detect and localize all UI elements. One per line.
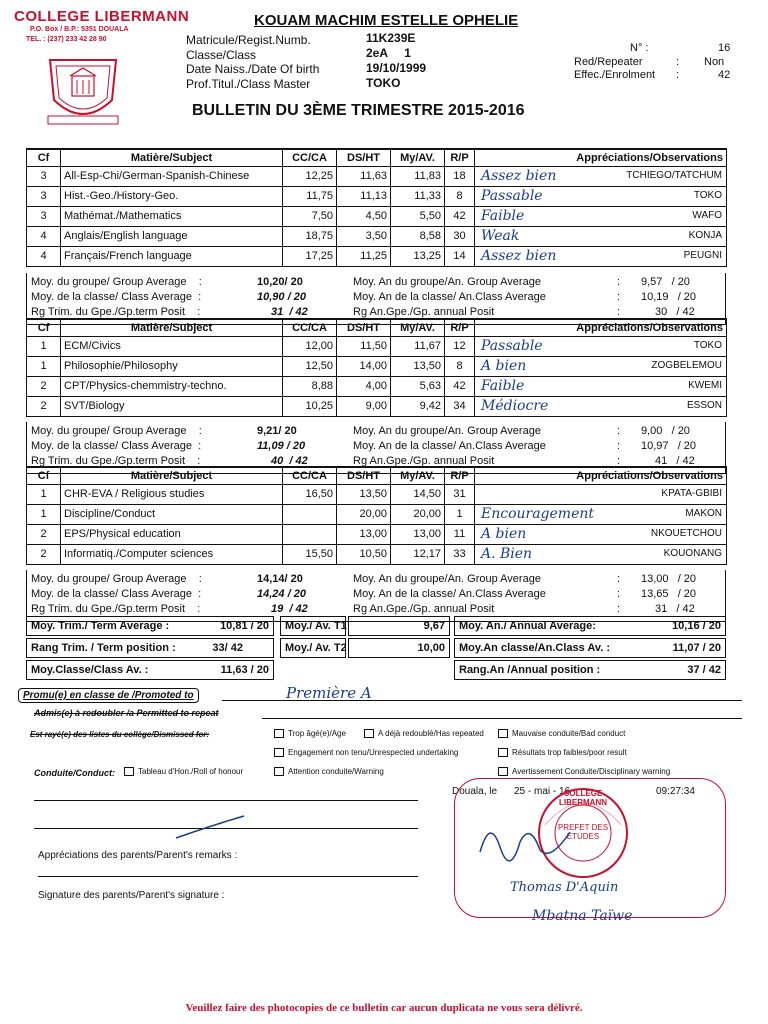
average-cell: 13,00 xyxy=(391,524,445,544)
school-name: COLLEGE LIBERMANN xyxy=(14,8,190,25)
observation-cell xyxy=(475,484,727,504)
observation-cell xyxy=(475,226,727,246)
observation-cell xyxy=(475,544,727,564)
class-master-label: Prof.Titul./Class Master xyxy=(186,77,311,91)
remarks-line xyxy=(38,876,418,877)
table-row xyxy=(27,396,727,416)
header-cell: Matière/Subject xyxy=(61,319,283,336)
opt-poor-result[interactable]: Résultats trop faibles/poor result xyxy=(498,748,627,757)
header-cell: My/AV. xyxy=(391,149,445,166)
header-cell: R/P xyxy=(445,319,475,336)
dismissed-label: Est rayé(e) des listes du collège/Dismissed for: xyxy=(30,730,210,739)
teacher-name: TCHIEGO/TATCHUM xyxy=(626,169,722,181)
annual-class-average: 10,19 / 20 xyxy=(641,291,697,303)
cc-cell: 12,50 xyxy=(283,356,337,376)
annual-class-average: 10,97 / 20 xyxy=(641,440,697,452)
coef-cell: 4 xyxy=(27,246,61,266)
class-average: 14,24 / 20 xyxy=(257,588,306,600)
repeat-label: Admis(e) à redoubler /a Permitted to repeat xyxy=(34,708,219,718)
annual-position-label: Rg An.Gpe./Gp. annual Posit xyxy=(353,603,495,615)
colon-separator: : xyxy=(617,291,621,303)
table-header xyxy=(27,319,727,336)
cc-cell: 16,50 xyxy=(283,484,337,504)
class-average: 11,63 / 20 xyxy=(220,664,269,676)
colon-separator: : xyxy=(617,440,621,452)
average-cell: 13,50 xyxy=(391,356,445,376)
rank-cell: 42 xyxy=(445,206,475,226)
grades-table-2 xyxy=(26,318,727,417)
annual-position: 30 / 42 xyxy=(655,306,695,318)
teacher-name: ZOGBELEMOU xyxy=(651,359,722,371)
term-position-box xyxy=(26,638,274,658)
coef-cell: 2 xyxy=(27,524,61,544)
handwritten-note: Encouragement xyxy=(481,505,595,522)
cc-cell: 18,75 xyxy=(283,226,337,246)
ds-cell: 11,63 xyxy=(337,166,391,186)
annual-position-label: Rang.An /Annual position : xyxy=(459,664,601,676)
term-average: 10,81 / 20 xyxy=(220,620,269,632)
grades-table-3 xyxy=(26,466,727,565)
ds-cell: 11,50 xyxy=(337,336,391,356)
coef-cell: 3 xyxy=(27,166,61,186)
coef-cell: 1 xyxy=(27,336,61,356)
school-phone: TEL. : (237) 233 42 28 90 xyxy=(26,36,107,43)
t2-average: 10,00 xyxy=(348,638,450,658)
subject-cell: Mathémat./Mathematics xyxy=(61,206,283,226)
average-cell: 8,58 xyxy=(391,226,445,246)
annual-class-average: 13,65 / 20 xyxy=(641,588,697,600)
ds-cell: 4,00 xyxy=(337,376,391,396)
group-average: 14,14/ 20 xyxy=(257,573,303,585)
annual-position: 31 / 42 xyxy=(655,603,695,615)
rank-cell: 8 xyxy=(445,356,475,376)
opt-warning[interactable]: Attention conduite/Warning xyxy=(274,767,384,776)
signer-name-2: Mbatna Taïwe xyxy=(532,908,633,924)
t1-average: 9,67 xyxy=(348,616,450,636)
group-average: 9,21/ 20 xyxy=(257,425,297,437)
colon-separator: : xyxy=(617,306,621,318)
coef-cell: 2 xyxy=(27,376,61,396)
subject-cell: Hist.-Geo./History-Geo. xyxy=(61,186,283,206)
header-cell: My/AV. xyxy=(391,319,445,336)
teacher-name: TOKO xyxy=(693,189,722,201)
table-row xyxy=(27,356,727,376)
class-average: 11,09 / 20 xyxy=(257,440,306,452)
colon-separator: : xyxy=(617,603,621,615)
rule-line-1 xyxy=(34,800,418,801)
promoted-label: Promu(e) en classe de /Promoted to xyxy=(18,688,199,703)
header-cell: CC/CA xyxy=(283,319,337,336)
t1-label: Moy./ Av. T1 xyxy=(280,616,346,636)
header-cell: Cf xyxy=(27,319,61,336)
group-average-label: Moy. du groupe/ Group Average : xyxy=(31,573,202,585)
final-results xyxy=(26,616,726,682)
ds-cell: 14,00 xyxy=(337,356,391,376)
promoted-value: Première A xyxy=(286,684,372,702)
class-average-label: Moy. de la classe/ Class Average : xyxy=(31,291,202,303)
header-cell: R/P xyxy=(445,149,475,166)
ds-cell: 11,13 xyxy=(337,186,391,206)
header-cell: DS/HT xyxy=(337,149,391,166)
coef-cell: 1 xyxy=(27,484,61,504)
observation-cell xyxy=(475,166,727,186)
rank-cell: 33 xyxy=(445,544,475,564)
opt-roll-of-honour[interactable]: Tableau d'Hon./Roll of honour xyxy=(124,767,243,776)
subject-cell: All-Esp-Chi/German-Spanish-Chinese xyxy=(61,166,283,186)
term-position: 40 / 42 xyxy=(271,455,308,467)
average-cell: 11,67 xyxy=(391,336,445,356)
teacher-name: ESSON xyxy=(686,399,722,411)
average-cell: 5,63 xyxy=(391,376,445,396)
subject-cell: CHR-EVA / Religious studies xyxy=(61,484,283,504)
ds-cell: 20,00 xyxy=(337,504,391,524)
rank-cell: 18 xyxy=(445,166,475,186)
opt-unrespected[interactable]: Engagement non tenu/Unrespected undertaking xyxy=(274,748,458,757)
repeater-colon: : xyxy=(676,56,680,68)
rank-cell: 12 xyxy=(445,336,475,356)
cc-cell: 11,75 xyxy=(283,186,337,206)
table-row xyxy=(27,246,727,266)
coef-cell: 3 xyxy=(27,186,61,206)
annual-class-average-box xyxy=(454,638,726,658)
teacher-name: KWEMI xyxy=(688,379,722,391)
subject-cell: ECM/Civics xyxy=(61,336,283,356)
observation-cell xyxy=(475,504,727,524)
table-header xyxy=(27,467,727,484)
teacher-name: KOUONANG xyxy=(663,547,722,559)
average-cell: 11,83 xyxy=(391,166,445,186)
stamp-school: COLLEGE LIBERMANN xyxy=(559,789,607,807)
enrolment-value: 42 xyxy=(718,69,731,81)
teacher-name: NKOUETCHOU xyxy=(650,527,722,539)
colon-separator: : xyxy=(617,425,621,437)
annual-class-average-label: Moy. An de la classe/ An.Class Average xyxy=(353,588,546,600)
handwritten-note: Passable xyxy=(481,187,543,204)
observation-cell xyxy=(475,336,727,356)
annual-position-box xyxy=(454,660,726,680)
annual-group-average: 9,57 / 20 xyxy=(641,276,690,288)
ds-cell: 10,50 xyxy=(337,544,391,564)
handwritten-note: A bien xyxy=(481,357,527,374)
class-average-label: Moy. de la classe/ Class Average : xyxy=(31,440,202,452)
coef-cell: 2 xyxy=(27,544,61,564)
header-cell: DS/HT xyxy=(337,319,391,336)
birth-date: 19/10/1999 xyxy=(366,61,427,75)
annual-position: 41 / 42 xyxy=(655,455,695,467)
header-cell: Appréciations/Observations xyxy=(475,467,727,484)
observation-cell xyxy=(475,206,727,226)
annual-class-average: 11,07 / 20 xyxy=(672,642,721,654)
table-row xyxy=(27,336,727,356)
coef-cell: 4 xyxy=(27,226,61,246)
subject-cell: Philosophie/Philosophy xyxy=(61,356,283,376)
cc-cell xyxy=(283,524,337,544)
header-cell: Matière/Subject xyxy=(61,467,283,484)
number-value: 16 xyxy=(718,42,731,54)
stamp-role: PREFET DES ETUDES xyxy=(557,823,609,841)
table-row xyxy=(27,524,727,544)
table-header xyxy=(27,149,727,166)
parents-signature-label: Signature des parents/Parent's signature : xyxy=(38,890,225,901)
teacher-name: MAKON xyxy=(685,507,722,519)
enrolment-label: Effec./Enrolment xyxy=(574,69,656,81)
opt-has-repeated[interactable]: A déjà redoublé/Has repeated xyxy=(364,729,484,738)
table-row xyxy=(27,484,727,504)
class-master: TOKO xyxy=(366,76,401,90)
class-average-box xyxy=(26,660,274,680)
header-cell: CC/CA xyxy=(283,467,337,484)
teacher-name: KPATA-GBIBI xyxy=(661,487,722,499)
colon-separator: : xyxy=(617,276,621,288)
annual-group-average-label: Moy. An du groupe/An. Group Average xyxy=(353,425,541,437)
annual-group-average: 13,00 / 20 xyxy=(641,573,697,585)
ds-cell: 9,00 xyxy=(337,396,391,416)
annual-average: 10,16 / 20 xyxy=(672,620,721,632)
group-average-label: Moy. du groupe/ Group Average : xyxy=(31,276,202,288)
signature-date: 25 - mai - 16 xyxy=(514,786,571,797)
observation-cell xyxy=(475,246,727,266)
cc-cell: 15,50 xyxy=(283,544,337,564)
term-position: 31 / 42 xyxy=(271,306,308,318)
rank-cell: 31 xyxy=(445,484,475,504)
annual-average-label: Moy. An./ Annual Average: xyxy=(459,620,596,632)
group-average: 10,20/ 20 xyxy=(257,276,303,288)
opt-bad-conduct[interactable]: Mauvaise conduite/Bad conduct xyxy=(498,729,625,738)
regist-number-label: Matricule/Regist.Numb. xyxy=(186,33,311,47)
signature-place: Douala, le xyxy=(452,786,498,797)
handwritten-note: Faible xyxy=(481,377,525,394)
observation-cell xyxy=(475,376,727,396)
term-average-label: Moy. Trim./ Term Average : xyxy=(31,620,170,632)
handwritten-note: Médiocre xyxy=(481,397,549,414)
header-cell: My/AV. xyxy=(391,467,445,484)
cc-cell xyxy=(283,504,337,524)
footer-note: Veuillez faire des photocopies de ce bulletin car aucun duplicata ne vous sera délivré. xyxy=(185,1002,583,1014)
annual-group-average-label: Moy. An du groupe/An. Group Average xyxy=(353,276,541,288)
bulletin-title: BULLETIN DU 3ÈME TRIMESTRE 2015-2016 xyxy=(192,102,525,119)
header-cell: Appréciations/Observations xyxy=(475,319,727,336)
annual-average-box xyxy=(454,616,726,636)
class-value: 2eA 1 xyxy=(366,46,411,60)
annual-position: 37 / 42 xyxy=(687,664,721,676)
teacher-name: PEUGNI xyxy=(683,249,722,261)
table-row xyxy=(27,504,727,524)
observation-cell xyxy=(475,396,727,416)
repeat-line xyxy=(262,718,742,719)
rank-cell: 11 xyxy=(445,524,475,544)
table-row xyxy=(27,206,727,226)
cc-cell: 7,50 xyxy=(283,206,337,226)
rank-cell: 1 xyxy=(445,504,475,524)
rank-cell: 34 xyxy=(445,396,475,416)
opt-disciplinary-warning[interactable]: Avertissement Conduite/Disciplinary warning xyxy=(498,767,670,776)
number-label: N° : xyxy=(630,42,649,54)
student-name: KOUAM MACHIM ESTELLE OPHELIE xyxy=(254,12,519,29)
average-cell: 9,42 xyxy=(391,396,445,416)
rank-cell: 42 xyxy=(445,376,475,396)
colon-separator: : xyxy=(617,455,621,467)
header-cell: Cf xyxy=(27,467,61,484)
header-cell: R/P xyxy=(445,467,475,484)
annual-group-average: 9,00 / 20 xyxy=(641,425,690,437)
handwritten-note: Faible xyxy=(481,207,525,224)
handwritten-note: A. Bien xyxy=(481,545,533,562)
subject-cell: Discipline/Conduct xyxy=(61,504,283,524)
table-row xyxy=(27,226,727,246)
regist-number: 11K239E xyxy=(366,31,416,45)
signature-time: 09:27:34 xyxy=(656,786,695,797)
observation-cell xyxy=(475,524,727,544)
average-cell: 5,50 xyxy=(391,206,445,226)
subject-cell: Anglais/English language xyxy=(61,226,283,246)
rank-cell: 14 xyxy=(445,246,475,266)
subject-cell: SVT/Biology xyxy=(61,396,283,416)
term-average-box xyxy=(26,616,274,636)
handwritten-note: A bien xyxy=(481,525,527,542)
term-position: 19 / 42 xyxy=(271,603,308,615)
annual-group-average-label: Moy. An du groupe/An. Group Average xyxy=(353,573,541,585)
ds-cell: 3,50 xyxy=(337,226,391,246)
parents-remarks-label: Appréciations des parents/Parent's remarks : xyxy=(38,850,238,861)
observation-cell xyxy=(475,356,727,376)
annual-position-label: Rg An.Gpe./Gp. annual Posit xyxy=(353,306,495,318)
group-average-label: Moy. du groupe/ Group Average : xyxy=(31,425,202,437)
ds-cell: 4,50 xyxy=(337,206,391,226)
average-cell: 11,33 xyxy=(391,186,445,206)
table-row xyxy=(27,166,727,186)
coef-cell: 1 xyxy=(27,504,61,524)
handwritten-note: Assez bien xyxy=(481,247,557,264)
ds-cell: 13,50 xyxy=(337,484,391,504)
table-row xyxy=(27,544,727,564)
class-average-label: Moy. de la classe/ Class Average : xyxy=(31,588,202,600)
t2-label: Moy./ Av. T2 xyxy=(280,638,346,658)
coef-cell: 2 xyxy=(27,396,61,416)
group-summary xyxy=(26,570,726,622)
school-crest-icon xyxy=(42,50,124,130)
cc-cell: 8,88 xyxy=(283,376,337,396)
cc-cell: 12,25 xyxy=(283,166,337,186)
ds-cell: 13,00 xyxy=(337,524,391,544)
term-position: 33/ 42 xyxy=(212,642,243,654)
header-cell: CC/CA xyxy=(283,149,337,166)
colon-separator: : xyxy=(617,573,621,585)
teacher-name: TOKO xyxy=(693,339,722,351)
colon-separator: : xyxy=(617,588,621,600)
annual-class-average-label: Moy. An de la classe/ An.Class Average xyxy=(353,291,546,303)
class-label: Classe/Class xyxy=(186,48,257,62)
repeater-label: Red/Repeater xyxy=(574,56,643,68)
term-position-label: Rg Trim. du Gpe./Gp.term Posit : xyxy=(31,306,201,318)
average-cell: 13,25 xyxy=(391,246,445,266)
term-position-label: Rg Trim. du Gpe./Gp.term Posit : xyxy=(31,603,201,615)
signature-scribble-icon xyxy=(470,812,590,872)
enrolment-colon: : xyxy=(676,69,680,81)
average-cell: 20,00 xyxy=(391,504,445,524)
annual-position-label: Rg An.Gpe./Gp. annual Posit xyxy=(353,455,495,467)
handwritten-note: Weak xyxy=(481,227,520,244)
pen-stroke-icon xyxy=(170,812,250,842)
table-row xyxy=(27,376,727,396)
subject-cell: Français/French language xyxy=(61,246,283,266)
average-cell: 14,50 xyxy=(391,484,445,504)
coef-cell: 3 xyxy=(27,206,61,226)
observation-cell xyxy=(475,186,727,206)
subject-cell: EPS/Physical education xyxy=(61,524,283,544)
annual-class-average-label: Moy. An de la classe/ An.Class Average xyxy=(353,440,546,452)
class-average-label: Moy.Classe/Class Av. : xyxy=(31,664,149,676)
header-cell: Matière/Subject xyxy=(61,149,283,166)
handwritten-note: Assez bien xyxy=(481,167,557,184)
signer-name: Thomas D'Aquin xyxy=(510,880,619,895)
class-average: 10,90 / 20 xyxy=(257,291,306,303)
cc-cell: 12,00 xyxy=(283,336,337,356)
teacher-name: KONJA xyxy=(688,229,722,241)
annual-class-average-label: Moy.An classe/An.Class Av. : xyxy=(459,642,610,654)
term-position-label: Rang Trim. / Term position : xyxy=(31,642,176,654)
header-cell: DS/HT xyxy=(337,467,391,484)
repeater-value: Non xyxy=(704,56,725,68)
subject-cell: Informatiq./Computer sciences xyxy=(61,544,283,564)
rank-cell: 30 xyxy=(445,226,475,246)
handwritten-note: Passable xyxy=(481,337,543,354)
header-cell: Cf xyxy=(27,149,61,166)
coef-cell: 1 xyxy=(27,356,61,376)
school-address: P.O. Box / B.P.: 5351 DOUALA xyxy=(30,26,129,33)
table-row xyxy=(27,186,727,206)
term-position-label: Rg Trim. du Gpe./Gp.term Posit : xyxy=(31,455,201,467)
ds-cell: 11,25 xyxy=(337,246,391,266)
subject-cell: CPT/Physics-chemmistry-techno. xyxy=(61,376,283,396)
average-cell: 12,17 xyxy=(391,544,445,564)
teacher-name: WAFO xyxy=(692,209,722,221)
rank-cell: 8 xyxy=(445,186,475,206)
birth-date-label: Date Naiss./Date Of birth xyxy=(186,62,320,76)
conduct-label: Conduite/Conduct: xyxy=(34,768,115,778)
header-cell: Appréciations/Observations xyxy=(475,149,727,166)
opt-too-old[interactable]: Trop âgé(e)/Age xyxy=(274,729,346,738)
cc-cell: 17,25 xyxy=(283,246,337,266)
cc-cell: 10,25 xyxy=(283,396,337,416)
grades-table-1 xyxy=(26,148,727,267)
